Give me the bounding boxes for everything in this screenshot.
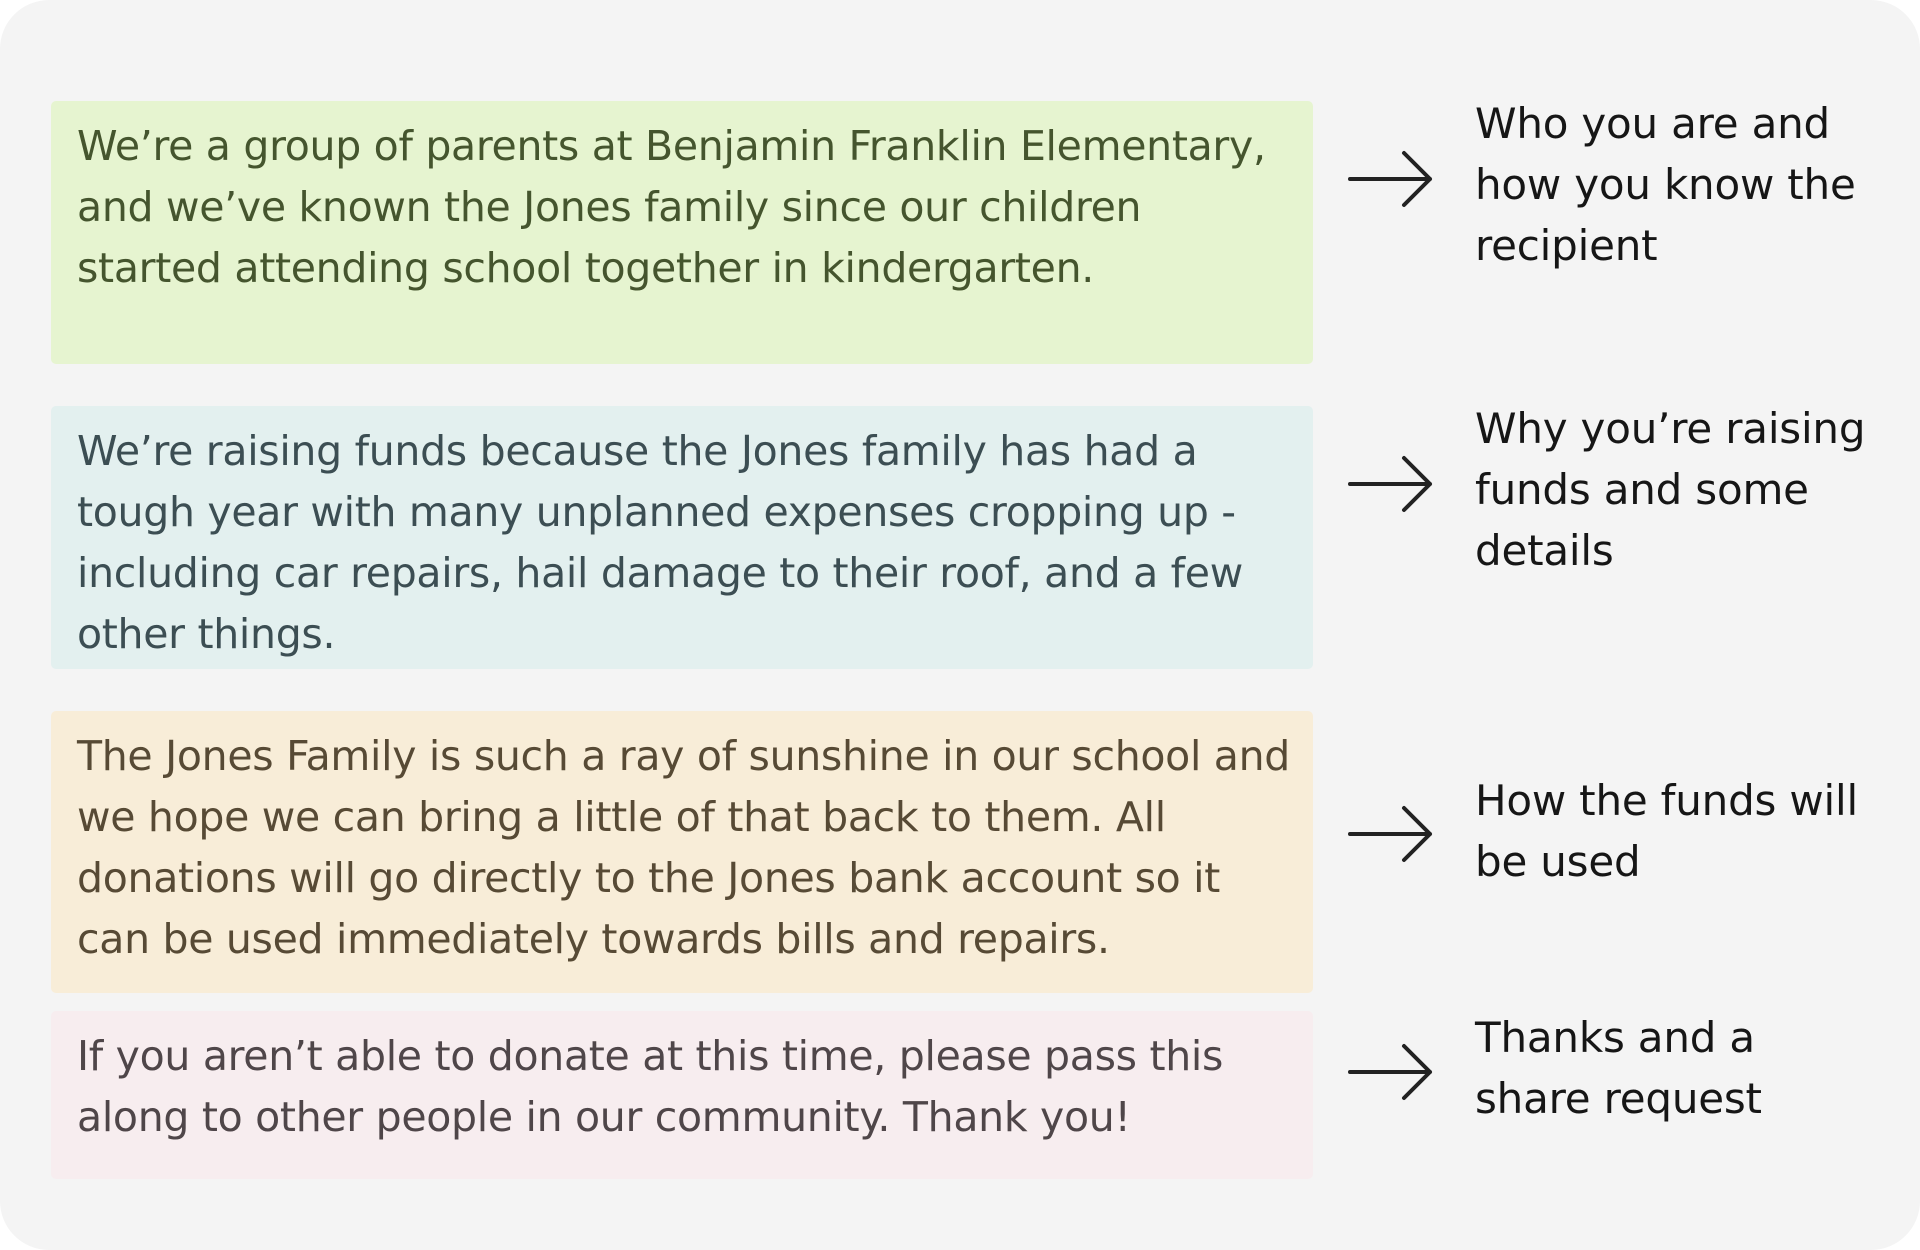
section-row-reason <box>51 406 1871 669</box>
section-row-usage <box>51 711 1871 993</box>
example-text-box: We’re raising funds because the Jones family has had a tough year with many unplanned expenses cropping up - including car repairs, hail damage to their roof, and a few other things. <box>51 406 1313 669</box>
section-label: How the funds will be used <box>1475 776 1858 886</box>
example-text-box: The Jones Family is such a ray of sunshine in our school and we hope we can bring a little of that back to them. All donations will go directly to the Jones bank account so it can be used immediately towards bills and repairs. <box>51 711 1313 993</box>
section-row-introduction <box>51 101 1871 364</box>
section-label: Who you are and how you know the recipient <box>1475 99 1856 270</box>
example-text-box: If you aren’t able to donate at this time, please pass this along to other people in our community. Thank you! <box>51 1011 1313 1179</box>
right-arrow-icon <box>1348 1042 1434 1102</box>
example-text-box: We’re a group of parents at Benjamin Franklin Elementary, and we’ve known the Jones family since our children started attending school together in kindergarten. <box>51 101 1313 364</box>
section-label: Thanks and a share request <box>1475 1013 1762 1123</box>
section-row-thanks <box>51 1011 1871 1179</box>
section-label: Why you’re raising funds and some details <box>1475 404 1866 575</box>
right-arrow-icon <box>1348 454 1434 514</box>
right-arrow-icon <box>1348 804 1434 864</box>
right-arrow-icon <box>1348 149 1434 209</box>
